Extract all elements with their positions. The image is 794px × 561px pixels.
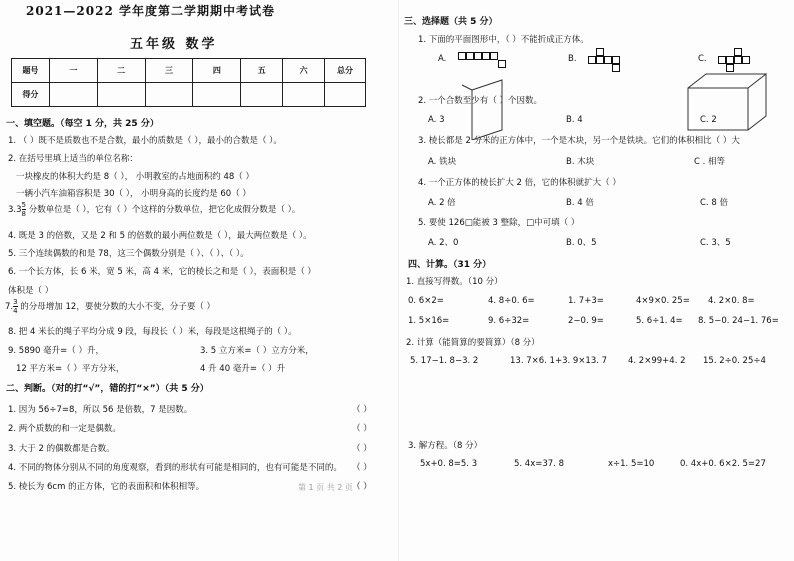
s4-r2-c4: 5. 6÷1. 4= <box>636 316 683 326</box>
score-table-row <box>12 83 366 107</box>
s3-q5-option-a[interactable]: A. 2、0 <box>428 238 459 248</box>
s1-q2a: 一块橡皮的体积大约是 8（ ）， 小明教室的占地面积约 48（ ） <box>16 172 254 182</box>
s3-q3: 3. 棱长都是 2 分米的正方体中，一个是木块，另一个是铁块。它们的体积相比（ ）大 <box>418 136 740 146</box>
s4-r1-c3: 1. 7+3= <box>568 296 604 306</box>
score-header-cell: 题号 <box>12 59 50 83</box>
s2-q2: 2. 两个质数的和一定是偶数。 <box>8 424 121 434</box>
page-footer: 第 1 页 共 2 页 <box>298 483 353 492</box>
s4-r3-c1: 5. 17−1. 8−3. 2 <box>410 356 479 366</box>
s4-sub3: 3. 解方程。（8 分） <box>408 441 483 451</box>
s3-q3-option-a[interactable]: A. 铁块 <box>428 157 457 167</box>
s2-q3-answer[interactable]: （ ） <box>352 444 372 454</box>
s1-q7-text: 的分母增加 12，要使分数的大小不变，分子要（ ） <box>20 302 216 312</box>
s1-q6: 6. 一个长方体，长 6 米，宽 5 米，高 4 米，它的棱长之和是（ ），表面积是（ ） <box>8 267 316 277</box>
s4-r1-c4: 4×9×0. 25= <box>636 296 690 306</box>
fraction-denominator: 8 <box>21 210 27 218</box>
s1-q8: 8. 把 4 米长的绳子平均分成 9 段，每段长（ ）米，每段是这根绳子的（ ）。 <box>8 327 297 337</box>
s3-q4: 4. 一个正方体的棱长扩大 2 倍，它的体积就扩大（ ） <box>418 178 621 188</box>
score-cell[interactable] <box>97 83 145 107</box>
s1-q4: 4. 既是 3 的倍数，又是 2 和 5 的倍数的最小两位数是（ ），最大两位数是（ ）。 <box>8 231 312 241</box>
s3-q4-option-c[interactable]: C. 8 倍 <box>700 198 728 208</box>
fraction-numerator: 5 <box>21 201 27 209</box>
s1-q2: 2. 在括号里填上适当的单位名称： <box>8 154 138 164</box>
s1-q5: 5. 三个连续偶数的和是 78，这三个偶数分别是（ ）、（ ）、（ ）。 <box>8 249 249 259</box>
s3-q2-option-b[interactable]: B. 4 <box>566 115 583 125</box>
s3-q2: 2. 一个合数至少有（ ）个因数。 <box>418 96 543 106</box>
score-row-label: 得分 <box>12 83 50 107</box>
fraction-numerator: 3 <box>13 298 18 306</box>
cuboid-drawing-icon <box>458 70 518 140</box>
fraction-3-4 <box>13 298 17 315</box>
score-cell[interactable] <box>145 83 193 107</box>
s4-sub1: 1. 直接写得数。（10 分） <box>406 277 503 287</box>
s4-r3-c3: 4. 2×99+4. 2 <box>628 356 686 366</box>
section3-heading: 三、选择题（共 5 分） <box>404 17 498 27</box>
score-cell[interactable] <box>283 83 325 107</box>
s4-r2-c1: 1. 5×16= <box>408 316 450 326</box>
exam-title: 2021—2022 学年度第二学期期中考试卷 <box>26 4 275 18</box>
score-cell[interactable] <box>325 83 366 107</box>
score-table-header-row <box>12 59 366 83</box>
s3-q5-option-c[interactable]: C. 3、5 <box>700 238 731 248</box>
s3-q3-option-b[interactable]: B. 木块 <box>566 157 595 167</box>
score-header-cell: 三 <box>145 59 193 83</box>
section1-heading: 一、填空题。（每空 1 分，共 25 分） <box>6 119 159 129</box>
exam-subtitle: 五年级 数学 <box>130 37 218 52</box>
score-header-cell: 一 <box>49 59 97 83</box>
score-cell[interactable] <box>241 83 283 107</box>
s2-q1: 1. 因为 56÷7=8，所以 56 是倍数，7 是因数。 <box>8 405 193 415</box>
score-header-cell: 五 <box>241 59 283 83</box>
s3-q5-option-b[interactable]: B. 0、5 <box>566 238 597 248</box>
s2-q4: 4. 不同的物体分别从不同的角度观察，看到的形状有可能是相同的，也有可能是不同的。 <box>8 463 342 473</box>
s4-r4-c4: 0. 4x+0. 6×2. 5=27 <box>680 459 766 469</box>
s1-q6-volume: 体积是（ ） <box>8 286 54 296</box>
s2-q3: 3. 大于 2 的偶数都是合数。 <box>8 444 115 454</box>
fraction-denominator: 4 <box>13 307 18 315</box>
section4-heading: 四、计算。（31 分） <box>408 260 492 270</box>
score-header-cell: 四 <box>193 59 241 83</box>
s4-r2-c5: 8. 5−0. 24−1. 76= <box>698 316 779 326</box>
score-table <box>11 58 366 107</box>
s4-r2-c3: 2−0. 9= <box>568 316 604 326</box>
s1-q3-number: 3. <box>8 205 17 215</box>
s4-r3-c2: 13. 7×6. 1+3. 9×13. 7 <box>510 356 608 366</box>
fraction-5-8 <box>22 201 26 218</box>
s2-q4-answer[interactable]: （ ） <box>352 463 372 473</box>
score-cell[interactable] <box>49 83 97 107</box>
s1-q2b: 一辆小汽车油箱容积是 30（ ）， 小明身高的长度约是 60（ ） <box>16 189 251 199</box>
s1-q9c: 12 平方米=（ ）平方分米， <box>16 364 125 374</box>
column-divider <box>398 0 399 561</box>
s3-q1: 1. 下面的平面图形中，（ ）不能折成正方体。 <box>418 35 589 45</box>
s2-q2-answer[interactable]: （ ） <box>352 424 372 434</box>
s1-q3-whole: 3 <box>16 205 22 215</box>
s3-q2-option-c[interactable]: C. 2 <box>700 115 717 125</box>
s3-q4-option-b[interactable]: B. 4 倍 <box>566 198 594 208</box>
s3-q5: 5. 要使 126□能被 3 整除，□中可填（ ） <box>418 218 580 228</box>
section2-heading: 二、判断。（对的打“√”，错的打“×”）（共 5 分） <box>6 384 209 394</box>
s2-q5: 5. 棱长为 6cm 的正方体，它的表面积和体积相等。 <box>8 482 205 492</box>
s3-q1-option-c[interactable]: C. <box>698 54 707 64</box>
s1-q9a: 9. 5890 毫升=（ ）升， <box>8 346 104 356</box>
s1-q3 <box>8 201 300 218</box>
s4-r4-c3: x÷1. 5=10 <box>608 459 655 469</box>
s1-q9d: 4 升 40 毫升=（ ）升 <box>200 364 286 374</box>
s4-r4-c2: 5. 4x=37. 8 <box>514 459 564 469</box>
s4-r1-c1: 0. 6×2= <box>408 296 444 306</box>
s4-r3-c4: 15. 2÷0. 25÷4 <box>703 356 766 366</box>
s2-q1-answer[interactable]: （ ） <box>352 405 372 415</box>
s4-r1-c5: 4. 2×0. 8= <box>708 296 755 306</box>
s1-q7-number: 7. <box>5 302 14 312</box>
score-header-cell: 六 <box>283 59 325 83</box>
s3-q2-option-a[interactable]: A. 3 <box>428 115 445 125</box>
s4-r1-c2: 4. 8÷0. 6= <box>488 296 535 306</box>
s1-q9b: 3. 5 立方米=（ ）立方分米， <box>200 346 314 356</box>
s1-q1: 1. （ ）既不是质数也不是合数，最小的质数是（ ），最小的合数是（ ）。 <box>8 136 282 146</box>
s1-q7 <box>5 298 215 315</box>
s3-q4-option-a[interactable]: A. 2 倍 <box>428 198 456 208</box>
s2-q5-answer[interactable]: （ ） <box>352 482 372 492</box>
s4-sub2: 2. 计算（能简算的要简算）（8 分） <box>406 338 540 348</box>
s3-q3-option-c[interactable]: C . 相等 <box>694 157 726 167</box>
s3-q1-option-a[interactable]: A. <box>438 54 447 64</box>
s3-q1-option-b[interactable]: B. <box>568 54 577 64</box>
score-cell[interactable] <box>193 83 241 107</box>
s4-r2-c2: 9. 6÷32= <box>488 316 530 326</box>
score-header-cell: 二 <box>97 59 145 83</box>
score-header-cell: 总分 <box>325 59 366 83</box>
s4-r4-c1: 5x+0. 8=5. 3 <box>420 459 478 469</box>
box-drawing-icon <box>678 66 774 136</box>
s1-q3-text: 分数单位是（ ），它有（ ）个这样的分数单位，把它化成假分数是（ ）。 <box>28 205 301 215</box>
